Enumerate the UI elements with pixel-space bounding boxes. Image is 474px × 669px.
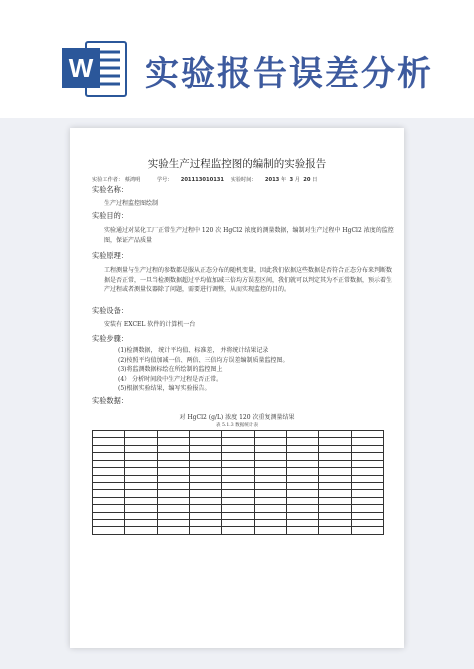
worker-label: 实验工作者：	[92, 177, 124, 183]
table-cell	[93, 527, 125, 535]
table-row	[93, 438, 384, 445]
month: 3	[289, 177, 294, 183]
word-logo-letter: W	[68, 53, 94, 83]
table-cell	[319, 490, 351, 497]
table-cell	[254, 475, 286, 482]
equipment-label: 实验设备：	[92, 306, 128, 315]
step-item: (1)检测数据， 统计平均值、标准差， 并将统计结果记录	[118, 347, 269, 354]
word-document-icon	[62, 38, 130, 100]
table-cell	[351, 497, 383, 504]
table-cell	[222, 475, 254, 482]
table-cell	[254, 512, 286, 519]
table-cell	[157, 527, 189, 535]
table-cell	[351, 490, 383, 497]
day-unit: 日	[312, 177, 318, 183]
table-row	[93, 490, 384, 497]
table-cell	[351, 512, 383, 519]
table-cell	[286, 475, 318, 482]
document-title: 实验生产过程监控图的编制的实验报告	[147, 158, 327, 170]
table-cell	[125, 527, 157, 535]
table-cell	[93, 520, 125, 527]
steps-list	[118, 346, 289, 394]
time-label: 实验时间：	[230, 177, 257, 183]
table-cell	[93, 497, 125, 504]
table-cell	[351, 505, 383, 512]
table-cell	[319, 527, 351, 535]
table-cell	[189, 490, 221, 497]
table-cell	[125, 445, 157, 452]
table-cell	[93, 512, 125, 519]
equipment-text: 安装有 EXCEL 软件的计算机一台	[104, 321, 196, 328]
table-cell	[286, 431, 318, 438]
table-cell	[93, 482, 125, 489]
table-cell	[125, 490, 157, 497]
purpose-label: 实验目的：	[92, 211, 128, 220]
table-cell	[189, 445, 221, 452]
table-row	[93, 482, 384, 489]
data-table	[92, 430, 384, 535]
data-caption: 对 HgCl2 (g/L) 浓度 120 次重复测量结果	[179, 414, 295, 421]
table-cell	[93, 460, 125, 467]
table-cell	[125, 460, 157, 467]
table-cell	[157, 468, 189, 475]
table-cell	[286, 505, 318, 512]
table-cell	[125, 431, 157, 438]
table-cell	[286, 497, 318, 504]
name-label: 实验名称：	[92, 185, 128, 194]
table-cell	[189, 520, 221, 527]
table-cell	[286, 468, 318, 475]
table-cell	[157, 482, 189, 489]
purpose-text: 实验通过对某化工厂正常生产过程中 120 次 HgCl2 浓度的测量数据，编制对生产过程中 HgCl2 浓度的监控图，保证产品质量	[104, 227, 394, 244]
table-cell	[125, 497, 157, 504]
table-cell	[254, 490, 286, 497]
data-label: 实验数据：	[92, 396, 128, 405]
table-cell	[189, 505, 221, 512]
step-item: (2)按照平均值加减一倍、两倍、三倍均方误差编制质量监控图。	[118, 356, 289, 364]
month-unit: 月	[294, 177, 300, 183]
table-cell	[222, 512, 254, 519]
table-cell	[189, 438, 221, 445]
table-cell	[351, 460, 383, 467]
table-cell	[222, 490, 254, 497]
table-cell	[157, 497, 189, 504]
table-cell	[157, 490, 189, 497]
table-row	[93, 431, 384, 438]
step-item: (4） 分析时间段中生产过程是否正常。	[118, 375, 223, 383]
table-cell	[319, 505, 351, 512]
table-row	[93, 475, 384, 482]
principle-label: 实验原理：	[92, 251, 128, 260]
table-cell	[189, 460, 221, 467]
day: 20	[303, 177, 311, 183]
table-cell	[189, 475, 221, 482]
table-cell	[286, 453, 318, 460]
table-cell	[254, 497, 286, 504]
table-cell	[93, 505, 125, 512]
table-cell	[157, 475, 189, 482]
table-cell	[222, 460, 254, 467]
table-cell	[189, 453, 221, 460]
table-cell	[286, 460, 318, 467]
steps-label: 实验步骤：	[92, 334, 128, 343]
table-cell	[222, 445, 254, 452]
table-cell	[222, 482, 254, 489]
document-page	[70, 128, 404, 648]
table-cell	[351, 445, 383, 452]
table-cell	[157, 512, 189, 519]
table-cell	[125, 453, 157, 460]
table-cell	[319, 438, 351, 445]
table-cell	[351, 482, 383, 489]
table-caption: 表 5.1.3 数据统计表	[215, 423, 259, 428]
year-unit: 年	[280, 177, 287, 183]
table-cell	[222, 527, 254, 535]
table-cell	[222, 438, 254, 445]
worker-name: 蔡鸿明	[124, 177, 141, 183]
table-cell	[189, 482, 221, 489]
table-cell	[319, 445, 351, 452]
table-cell	[157, 445, 189, 452]
table-cell	[157, 460, 189, 467]
table-cell	[351, 468, 383, 475]
table-cell	[319, 520, 351, 527]
table-cell	[254, 460, 286, 467]
table-cell	[351, 475, 383, 482]
table-cell	[93, 490, 125, 497]
table-cell	[286, 482, 318, 489]
table-cell	[189, 431, 221, 438]
step-item: (5)根据实验结果，编写实验报告。	[118, 385, 211, 393]
table-cell	[319, 475, 351, 482]
table-cell	[222, 468, 254, 475]
table-cell	[125, 468, 157, 475]
table-row	[93, 497, 384, 504]
table-cell	[157, 520, 189, 527]
table-cell	[222, 505, 254, 512]
year: 2013	[264, 177, 280, 183]
table-cell	[319, 482, 351, 489]
table-cell	[254, 431, 286, 438]
table-cell	[222, 453, 254, 460]
table-cell	[351, 438, 383, 445]
table-cell	[125, 512, 157, 519]
table-cell	[319, 460, 351, 467]
table-cell	[93, 468, 125, 475]
table-cell	[351, 520, 383, 527]
table-cell	[254, 482, 286, 489]
table-cell	[286, 512, 318, 519]
table-cell	[319, 453, 351, 460]
page-header	[0, 0, 474, 118]
step-item: (3)将监测数据标绘在所绘制的监控图上	[118, 366, 223, 374]
table-cell	[286, 520, 318, 527]
table-row	[93, 453, 384, 460]
table-cell	[157, 431, 189, 438]
table-cell	[319, 468, 351, 475]
table-cell	[189, 497, 221, 504]
table-cell	[254, 468, 286, 475]
table-cell	[189, 512, 221, 519]
table-cell	[351, 431, 383, 438]
table-cell	[157, 438, 189, 445]
table-cell	[319, 431, 351, 438]
meta-line	[92, 176, 317, 183]
table-cell	[157, 453, 189, 460]
table-cell	[254, 520, 286, 527]
table-cell	[286, 438, 318, 445]
table-cell	[93, 453, 125, 460]
table-cell	[254, 527, 286, 535]
table-cell	[351, 527, 383, 535]
table-cell	[222, 520, 254, 527]
table-cell	[157, 505, 189, 512]
table-cell	[93, 438, 125, 445]
table-row	[93, 520, 384, 527]
table-cell	[286, 490, 318, 497]
table-row	[93, 512, 384, 519]
table-cell	[125, 438, 157, 445]
table-cell	[254, 445, 286, 452]
table-cell	[189, 527, 221, 535]
table-cell	[286, 527, 318, 535]
table-cell	[125, 520, 157, 527]
table-cell	[93, 431, 125, 438]
table-cell	[319, 512, 351, 519]
table-row	[93, 527, 384, 535]
principle-text: 工程测量与生产过程的参数都是服从正态分布的随机变量，因此我们依据这些数据是否符合正态分布来判断数据是否正常，一旦当检测数据超过平均值加减三倍均方误差区间，我们就可以判定其为不正常数据，预示着生产过程或者测量仪器除了问题，需要进行调整，从而实现监控的目的。	[104, 267, 393, 293]
table-cell	[222, 431, 254, 438]
table-cell	[222, 497, 254, 504]
table-cell	[254, 438, 286, 445]
student-id: 201113010131	[180, 177, 225, 183]
table-cell	[254, 505, 286, 512]
table-row	[93, 468, 384, 475]
table-row	[93, 460, 384, 467]
table-cell	[254, 453, 286, 460]
table-cell	[93, 475, 125, 482]
table-cell	[125, 482, 157, 489]
table-cell	[319, 497, 351, 504]
table-row	[93, 445, 384, 452]
table-cell	[125, 475, 157, 482]
table-cell	[125, 505, 157, 512]
banner-title: 实验报告误差分析	[145, 54, 433, 94]
table-cell	[189, 468, 221, 475]
table-cell	[351, 453, 383, 460]
student-id-label: 学号：	[156, 177, 173, 183]
name-text: 生产过程监控图绘制	[104, 200, 159, 207]
table-cell	[93, 445, 125, 452]
table-cell	[286, 445, 318, 452]
table-row	[93, 505, 384, 512]
